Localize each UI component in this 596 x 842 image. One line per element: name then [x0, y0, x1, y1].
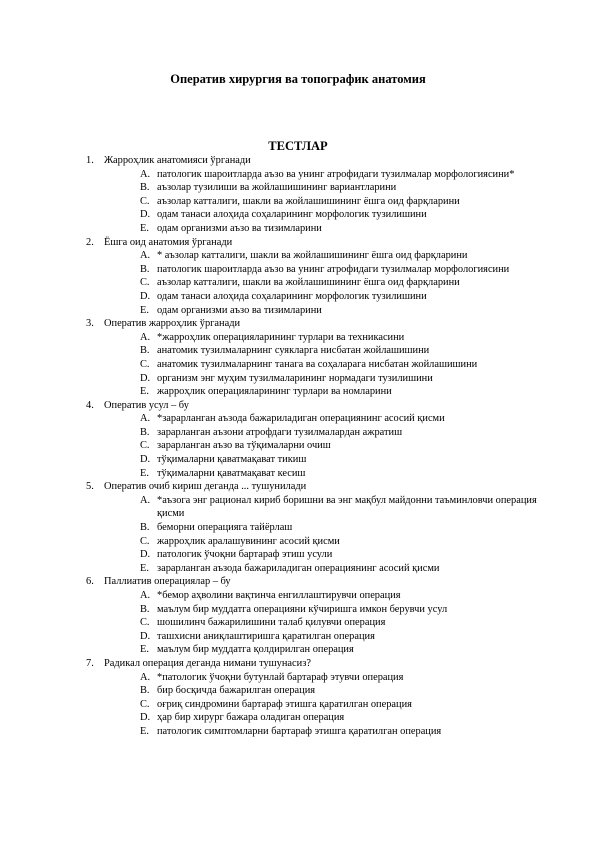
- option-text: маълум бир муддатга операцияни кўчиришга имкон берувчи усул: [157, 603, 448, 615]
- question-item: [0, 154, 596, 236]
- option-text: зарарланган аъзо ва тўқималарни очиш: [157, 440, 331, 452]
- answer-option: [0, 426, 596, 440]
- answer-option: [0, 453, 596, 467]
- answer-option: [0, 304, 596, 318]
- option-text: ташхисни аниқлаштиришга қаратилган операция: [157, 630, 375, 642]
- option-letter: E.: [140, 725, 149, 737]
- answer-option: [0, 208, 596, 222]
- option-letter: E.: [140, 644, 149, 656]
- option-letter: D.: [140, 372, 151, 384]
- option-letter: A.: [140, 413, 151, 425]
- option-text: патологик симптомларни бартараф этишга қаратилган операция: [157, 725, 442, 737]
- question-text: [0, 575, 596, 589]
- option-letter: A.: [140, 250, 151, 262]
- answer-option: [0, 249, 596, 263]
- document-title: Оператив хирургия ва топографик анатомия: [170, 72, 426, 86]
- option-text: организм энг муҳим тузилмаларининг нормадаги тузилишини: [157, 372, 433, 384]
- option-letter: E.: [140, 467, 149, 479]
- answer-option: [0, 616, 596, 630]
- option-text: тўқималарни қаватмақават кесиш: [157, 467, 306, 479]
- answer-option: [0, 698, 596, 712]
- question-text: [0, 236, 596, 250]
- question-number: 3.: [86, 318, 94, 330]
- answer-option: [0, 535, 596, 549]
- option-text: зарарланган аъзода бажариладиган операциянинг асосий қисми: [157, 562, 440, 574]
- question-label: Паллиатив операциялар – бу: [104, 576, 231, 588]
- answer-option: [0, 711, 596, 725]
- question-label: Оператив жарроҳлик ўрганади: [104, 318, 241, 330]
- question-text: [0, 317, 596, 331]
- option-text: * аъзолар катталиги, шакли ва жойлашишининг ёшга оид фарқларини: [157, 250, 468, 262]
- option-text: бир босқичда бажарилган операция: [157, 685, 316, 697]
- answer-option: [0, 412, 596, 426]
- option-letter: C.: [140, 617, 150, 629]
- option-letter: D.: [140, 630, 151, 642]
- option-letter: B.: [140, 685, 150, 697]
- answer-option: [0, 589, 596, 603]
- answer-option: [0, 467, 596, 481]
- option-letter: E.: [140, 222, 149, 234]
- option-letter: D.: [140, 712, 151, 724]
- question-text: [0, 154, 596, 168]
- option-letter: A.: [140, 331, 151, 343]
- option-text: тўқималарни қаватмақават тикиш: [157, 454, 307, 466]
- question-item: [0, 480, 596, 575]
- question-item: [0, 399, 596, 481]
- option-text: жарроҳлик аралашувининг асосий қисми: [157, 535, 340, 547]
- option-letter: E.: [140, 562, 149, 574]
- option-text: беморни операцияга тайёрлаш: [157, 522, 293, 534]
- option-text: патологик ўчоқни бартараф этиш усули: [157, 549, 333, 561]
- answer-option: [0, 344, 596, 358]
- option-letter: C.: [140, 698, 150, 710]
- answer-option: [0, 372, 596, 386]
- option-letter: B.: [140, 182, 150, 194]
- answer-option: [0, 548, 596, 562]
- question-item: [0, 657, 596, 739]
- question-number: 2.: [86, 236, 94, 248]
- option-text: *аъзога энг рационал кириб боришни ва энг мақбул майдонни таъминловчи операция қисми: [157, 494, 537, 520]
- option-letter: B.: [140, 522, 150, 534]
- answer-option: [0, 562, 596, 576]
- option-letter: C.: [140, 440, 150, 452]
- option-text: шошилинч бажарилишини талаб қилувчи операция: [157, 617, 386, 629]
- question-text: [0, 480, 596, 494]
- answer-option: [0, 439, 596, 453]
- answer-option: [0, 222, 596, 236]
- answer-option: [0, 290, 596, 304]
- option-text: *жарроҳлик операцияларининг турлари ва техникасини: [157, 331, 405, 343]
- question-number: 4.: [86, 399, 94, 411]
- option-letter: A.: [140, 168, 151, 180]
- option-letter: C.: [140, 195, 150, 207]
- option-letter: D.: [140, 454, 151, 466]
- answer-option: [0, 385, 596, 399]
- option-text: оғриқ синдромини бартараф этишга қаратилган операция: [157, 698, 412, 710]
- answer-option: [0, 331, 596, 345]
- option-letter: E.: [140, 304, 149, 316]
- option-letter: C.: [140, 358, 150, 370]
- answer-option: [0, 643, 596, 657]
- question-number: 7.: [86, 657, 94, 669]
- option-text: зарарланган аъзони атрофдаги тузилмалардан ажратиш: [157, 426, 403, 438]
- option-letter: A.: [140, 590, 151, 601]
- question-label: Жарроҳлик анатомияси ўрганади: [104, 155, 251, 166]
- option-letter: A.: [140, 671, 151, 683]
- option-letter: D.: [140, 290, 151, 302]
- answer-option: [0, 358, 596, 372]
- question-item: [0, 575, 596, 657]
- option-text: аъзолар тузилиши ва жойлашишининг вариантларини: [157, 182, 397, 194]
- option-text: аъзолар катталиги, шакли ва жойлашишининг ёшга оид фарқларини: [157, 195, 460, 207]
- question-text: [0, 399, 596, 413]
- option-text: *патологик ўчоқни бутунлай бартараф этувчи операция: [157, 671, 404, 683]
- option-text: аъзолар катталиги, шакли ва жойлашишининг ёшга оид фарқларини: [157, 277, 460, 289]
- option-letter: D.: [140, 549, 151, 561]
- option-letter: B.: [140, 345, 150, 357]
- answer-option: [0, 181, 596, 195]
- option-letter: A.: [140, 494, 151, 506]
- option-text: одам организми аъзо ва тизимларини: [157, 222, 322, 234]
- option-text: жарроҳлик операцияларининг турлари ва номларини: [157, 386, 392, 398]
- option-text: патологик шароитларда аъзо ва унинг атрофидаги тузилмалар морфологиясини: [157, 263, 510, 275]
- option-text: одам танаси алоҳида соҳаларининг морфологик тузилишини: [157, 290, 427, 302]
- answer-option: [0, 630, 596, 644]
- option-text: одам танаси алоҳида соҳаларининг морфологик тузилишини: [157, 209, 427, 221]
- option-text: анатомик тузилмаларнинг танага ва соҳаларага нисбатан жойлашишини: [157, 358, 478, 370]
- question-item: [0, 317, 596, 399]
- question-item: [0, 236, 596, 318]
- question-label: Оператив очиб кириш деганда ... тушунилади: [104, 481, 307, 493]
- answer-option: [0, 603, 596, 617]
- answer-option: [0, 671, 596, 685]
- option-text: *бемор аҳволини вақтинча енгиллаштирувчи операция: [157, 590, 401, 601]
- question-list: [0, 154, 596, 739]
- option-letter: E.: [140, 386, 149, 398]
- answer-option: [0, 276, 596, 290]
- question-number: 1.: [86, 155, 94, 166]
- question-label: Радикал операция деганда нимани тушунасиз?: [104, 657, 311, 669]
- option-text: патологик шароитларда аъзо ва унинг атрофидаги тузилмалар морфологиясини*: [157, 168, 515, 180]
- option-letter: D.: [140, 209, 151, 221]
- option-letter: C.: [140, 535, 150, 547]
- answer-option: [0, 195, 596, 209]
- option-text: одам организми аъзо ва тизимларини: [157, 304, 322, 316]
- answer-option: [0, 263, 596, 277]
- answer-option: [0, 168, 596, 182]
- option-letter: B.: [140, 426, 150, 438]
- question-number: 5.: [86, 481, 94, 493]
- option-letter: C.: [140, 277, 150, 289]
- section-title: ТЕСТЛАР: [268, 139, 328, 153]
- answer-option: [0, 521, 596, 535]
- option-text: анатомик тузилмаларнинг суякларга нисбатан жойлашишини: [157, 345, 430, 357]
- answer-option: [0, 725, 596, 739]
- option-letter: B.: [140, 603, 150, 615]
- question-number: 6.: [86, 576, 94, 588]
- option-text: ҳар бир хирург бажара оладиган операция: [157, 712, 345, 724]
- option-letter: B.: [140, 263, 150, 275]
- answer-option: [0, 494, 596, 521]
- option-text: маълум бир муддатга қолдирилган операция: [157, 644, 354, 656]
- question-text: [0, 657, 596, 671]
- question-label: Оператив усул – бу: [104, 399, 189, 411]
- answer-option: [0, 684, 596, 698]
- option-text: *зарарланган аъзода бажариладиган операциянинг асосий қисми: [157, 413, 445, 425]
- question-label: Ёшга оид анатомия ўрганади: [104, 236, 233, 248]
